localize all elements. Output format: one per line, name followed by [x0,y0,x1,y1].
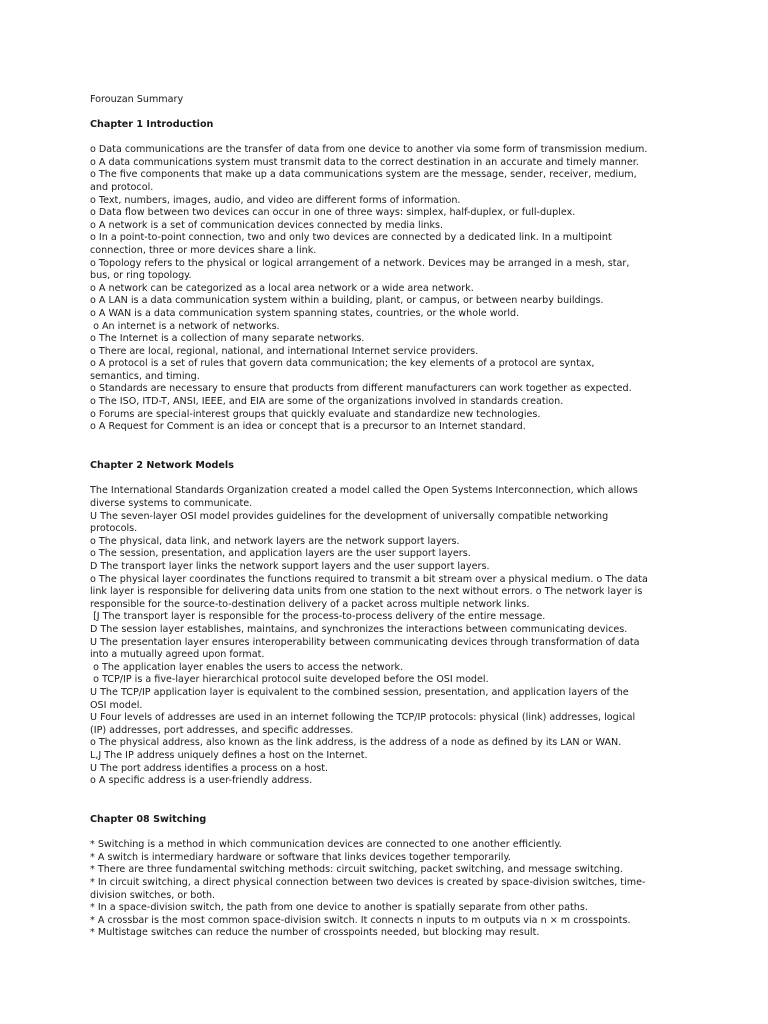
summary-paragraph: D The session layer establishes, maintains, and synchronizes the interactions between communicating devices. [90,623,628,635]
summary-paragraph: o The application layer enables the users to access the network. [90,661,404,673]
chapter-1 [90,119,696,434]
chapter-spacer [90,434,696,460]
summary-paragraph: o In a point-to-point connection, two and only two devices are connected by a dedicated link. In a multipoint connection, three or more devices share a link. [90,232,612,256]
chapter-heading: Chapter 2 Network Models [90,459,234,471]
summary-paragraph: o The physical layer coordinates the functions required to transmit a bit stream over a physical medium. o The data link layer is responsible for delivering data units from one station to the next without errors. o The network layer is responsible for the source-to-destination delivery of a packet across multiple network links. [90,573,648,610]
summary-paragraph: U The seven-layer OSI model provides guidelines for the development of universally compatible networking protocols. [90,510,609,535]
summary-paragraph: * Multistage switches can reduce the number of crosspoints needed, but blocking may result. [90,927,540,939]
summary-paragraph: * In circuit switching, a direct physical connection between two devices is created by space-division switches, time- division switches, or both. [90,877,646,901]
chapter-body [90,144,696,434]
summary-paragraph: o There are local, regional, national, and international Internet service providers. [90,345,479,357]
summary-paragraph: o The ISO, ITD-T, ANSI, IEEE, and EIA are some of the organizations involved in standards creation. [90,396,564,408]
summary-paragraph: * There are three fundamental switching methods: circuit switching, packet switching, and message switching. [90,864,623,876]
chapter-heading: Chapter 1 Introduction [90,118,214,130]
summary-paragraph: D The transport layer links the network support layers and the user support layers. [90,561,490,572]
summary-paragraph: * Switching is a method in which communication devices are connected to one another efficiently. [90,839,562,851]
chapter-8 [90,814,696,940]
summary-paragraph: The International Standards Organization created a model called the Open Systems Interconnection, which allows diverse systems to communicate. [90,485,638,510]
summary-paragraph: o A network can be categorized as a local area network or a wide area network. [90,282,474,294]
summary-paragraph: o The five components that make up a data communications system are the message, sender, receiver, medium, and protocol. [90,169,637,193]
summary-paragraph: o Standards are necessary to ensure that products from different manufacturers can work together as expected. [90,383,632,395]
summary-paragraph: o A Request for Comment is an idea or concept that is a precursor to an Internet standard. [90,421,526,433]
chapter-2 [90,460,696,788]
summary-paragraph: o TCP/IP is a five-layer hierarchical protocol suite developed before the OSI model. [90,674,489,686]
document-title: Forouzan Summary [90,94,184,105]
summary-paragraph: U The TCP/IP application layer is equivalent to the combined session, presentation, and application layers of the OSI model. [90,686,629,711]
chapter-heading: Chapter 08 Switching [90,813,207,825]
summary-paragraph: * A crossbar is the most common space-division switch. It connects n inputs to m outputs via n × m crosspoints. [90,914,631,926]
summary-paragraph: o The Internet is a collection of many separate networks. [90,333,365,345]
summary-paragraph: U Four levels of addresses are used in an internet following the TCP/IP protocols: physical (link) addresses, logical (IP) addresses, port addresses, and specific addresses. [90,712,636,736]
summary-paragraph: o A LAN is a data communication system within a building, plant, or campus, or between nearby buildings. [90,295,604,307]
summary-paragraph: [J The transport layer is responsible for the process-to-process delivery of the entire message. [90,611,546,623]
summary-paragraph: U The port address identifies a process on a host. [90,762,329,774]
summary-paragraph: o A specific address is a user-friendly address. [90,775,313,787]
summary-paragraph: U The presentation layer ensures interoperability between communicating devices through transformation of data into a mutually agreed upon format. [90,636,640,661]
summary-paragraph: o Data flow between two devices can occur in one of three ways: simplex, half-duplex, or full-duplex. [90,207,576,219]
summary-paragraph: o An internet is a network of networks. [90,320,280,332]
chapter-body [90,839,696,940]
summary-paragraph: o The physical address, also known as the link address, is the address of a node as defined by its LAN or WAN. [90,737,622,749]
summary-paragraph: o Topology refers to the physical or logical arrangement of a network. Devices may be arranged in a mesh, star, bus, or ring topology. [90,257,630,282]
summary-paragraph: o A network is a set of communication devices connected by media links. [90,219,444,231]
summary-paragraph: * In a space-division switch, the path from one device to another is spatially separate from other paths. [90,902,588,914]
summary-paragraph: o A data communications system must transmit data to the correct destination in an accurate and timely manner. [90,156,639,168]
summary-paragraph: o A WAN is a data communication system spanning states, countries, or the whole world. [90,307,520,319]
summary-paragraph: o A protocol is a set of rules that govern data communication; the key elements of a protocol are syntax, semantics, and timing. [90,358,595,382]
summary-paragraph: L,J The IP address uniquely defines a host on the Internet. [90,749,368,761]
summary-paragraph: o Text, numbers, images, audio, and video are different forms of information. [90,194,461,206]
chapter-body [90,485,696,787]
chapter-spacer [90,788,696,814]
summary-paragraph: o Data communications are the transfer of data from one device to another via some form of transmission medium. [90,144,648,156]
summary-paragraph: o Forums are special-interest groups that quickly evaluate and standardize new technologies. [90,408,541,420]
summary-paragraph: * A switch is intermediary hardware or software that links devices together temporarily. [90,851,511,863]
summary-paragraph: o The physical, data link, and network layers are the network support layers. [90,535,460,547]
summary-paragraph: o The session, presentation, and application layers are the user support layers. [90,548,471,560]
